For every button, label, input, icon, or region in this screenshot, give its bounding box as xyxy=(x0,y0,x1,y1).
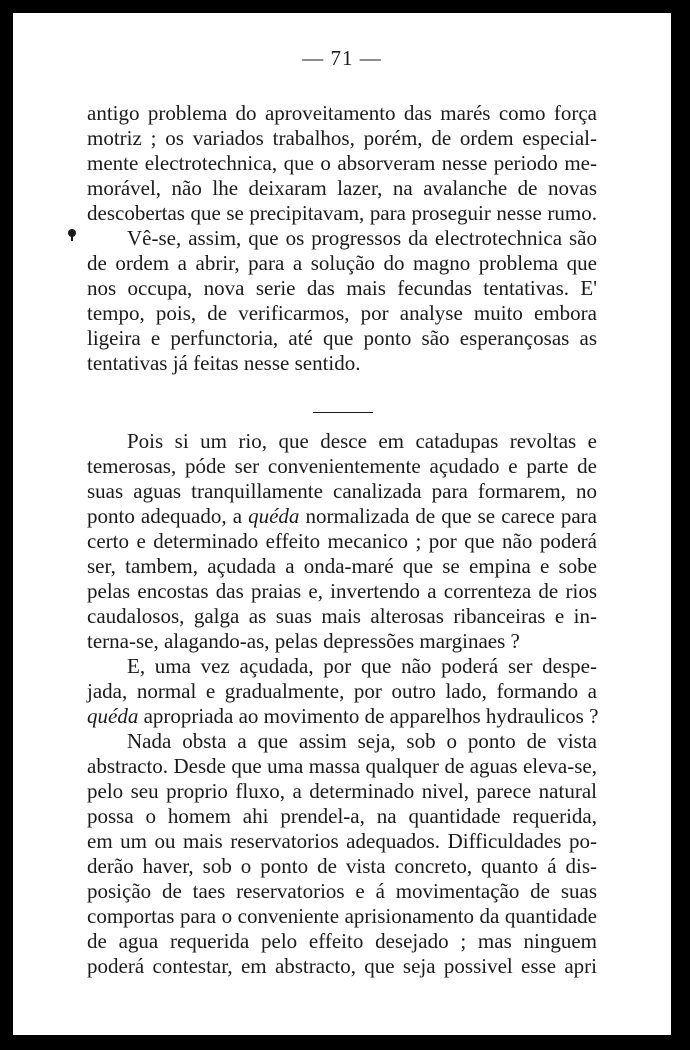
text-line: posição de taes reservatorios e á movimentação de suas xyxy=(87,879,597,903)
text-segment: ponto adequado, a xyxy=(87,504,249,528)
text-line: derão haver, sob o ponto de vista concreto, quanto á dis- xyxy=(87,854,597,878)
text-line: pelo seu proprio fluxo, a determinado nivel, parece natural xyxy=(87,779,597,803)
text-line: em um ou mais reservatorios adequados. Difficuldades po- xyxy=(87,829,597,853)
text-line xyxy=(87,704,597,728)
text-line: poderá contestar, em abstracto, que seja possivel esse apri xyxy=(87,954,597,978)
text-line: tentativas já feitas nesse sentido. xyxy=(87,351,361,375)
text-line: Vê-se, assim, que os progressos da electrotechnica são xyxy=(127,226,597,250)
text-line: temerosas, póde ser convenientemente açudado e parte de xyxy=(87,454,597,478)
text-line: certo e determinado effeito mecanico ; por que não poderá xyxy=(87,529,597,553)
book-page xyxy=(13,13,671,1035)
text-line: nos occupa, nova serie das mais fecundas tentativas. E' xyxy=(87,276,597,300)
text-line: morável, não lhe deixaram lazer, na avalanche de novas xyxy=(87,176,597,200)
ink-blot-mark xyxy=(68,229,76,237)
text-line: terna-se, alagando-as, pelas depressões marginaes ? xyxy=(87,629,520,653)
text-line: descobertas que se precipitavam, para proseguir nesse rumo. xyxy=(87,201,597,225)
text-line: jada, normal e gradualmente, por outro lado, formando a xyxy=(87,679,597,703)
text-line: comportas para o conveniente aprisionamento da quantidade xyxy=(87,904,597,928)
text-line: abstracto. Desde que uma massa qualquer de aguas eleva-se, xyxy=(87,754,597,778)
text-line: mente electrotechnica, que o absorveram nesse periodo me- xyxy=(87,151,597,175)
text-line: possa o homem ahi prendel-a, na quantidade requerida, xyxy=(87,804,597,828)
text-line: ligeira e perfunctoria, até que ponto são esperançosas as xyxy=(87,326,597,350)
text-segment: apropriada ao movimento de apparelhos hydraulicos ? xyxy=(138,704,599,728)
text-line: ser, tambem, açudada a onda-maré que se empina e sobe xyxy=(87,554,597,578)
text-line xyxy=(87,504,597,528)
text-line: tempo, pois, de verificarmos, por analyse muito embora xyxy=(87,301,597,325)
text-line: E, uma vez açudada, por que não poderá ser despe- xyxy=(127,654,597,678)
text-line: motriz ; os variados trabalhos, porém, de ordem especial- xyxy=(87,126,597,150)
text-line: Pois si um rio, que desce em catadupas revoltas e xyxy=(127,429,597,453)
text-segment: normalizada de que se carece para xyxy=(299,504,597,528)
text-line: de agua requerida pelo effeito desejado ; mas ninguem xyxy=(87,929,597,953)
page-number: — 71 — xyxy=(302,46,382,70)
text-line: antigo problema do aproveitamento das marés como força xyxy=(87,101,597,125)
text-line: de ordem a abrir, para a solução do magno problema que xyxy=(87,251,597,275)
text-line: caudalosos, galga as suas mais alterosas ribanceiras e in- xyxy=(87,604,597,628)
italic-word: quéda xyxy=(248,504,300,528)
section-divider xyxy=(313,412,373,413)
italic-word: quéda xyxy=(87,704,139,728)
text-line: Nada obsta a que assim seja, sob o ponto de vista xyxy=(127,729,597,753)
text-line: pelas encostas das praias e, invertendo a correnteza de rios xyxy=(87,579,597,603)
text-line: suas aguas tranquillamente canalizada para formarem, no xyxy=(87,479,597,503)
